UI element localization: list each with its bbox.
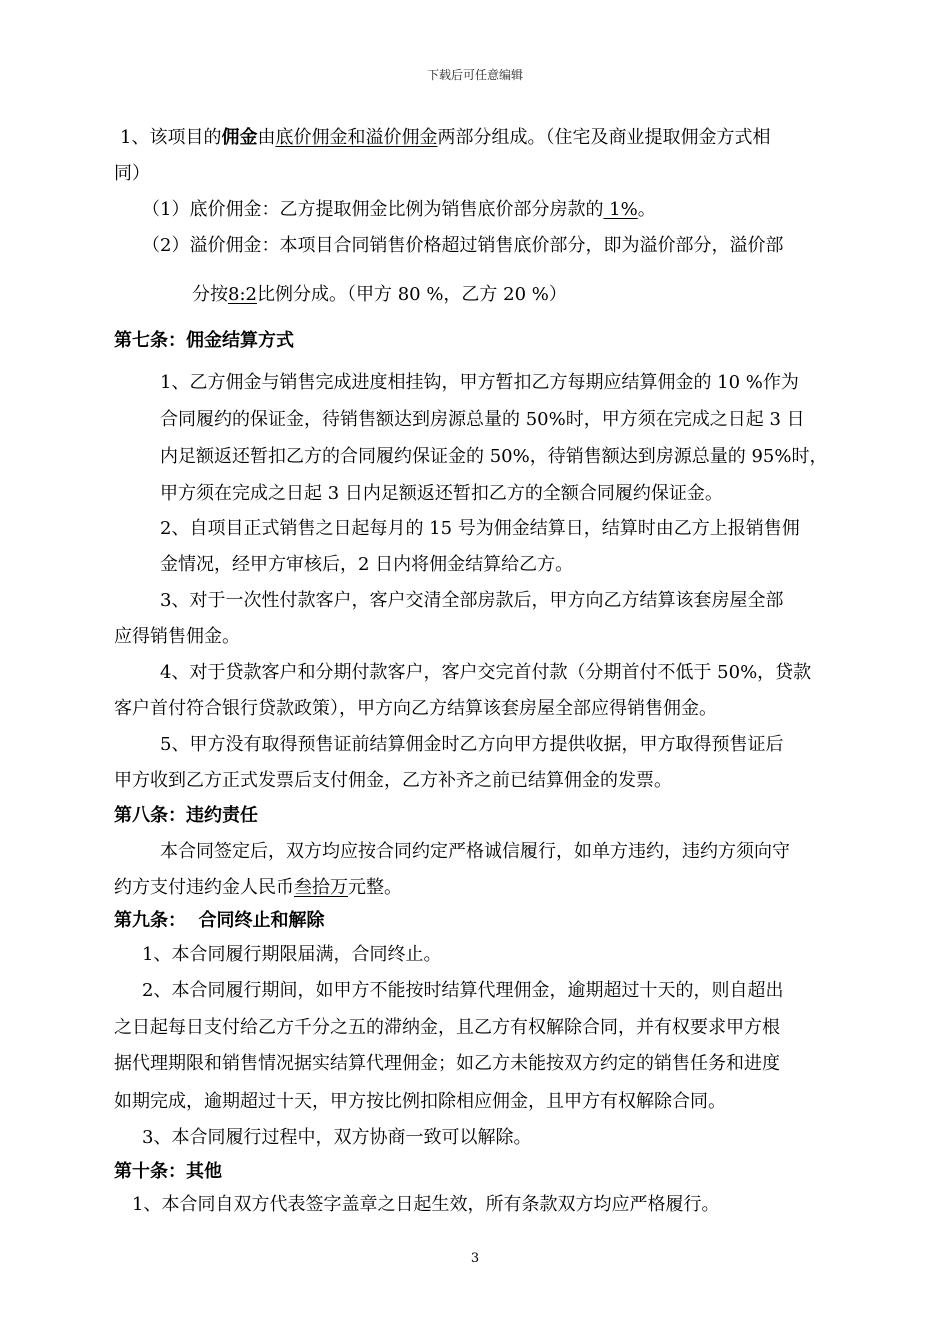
article-9-item-2-line: 如期完成，逾期超过十天，甲方按比例扣除相应佣金，且甲方有权解除合同。	[114, 1091, 726, 1112]
page-header: 下载后可任意编辑	[426, 68, 523, 82]
item-1-line-1	[120, 126, 770, 150]
article-7-item-1-line: 1、乙方佣金与销售完成进度相挂钩，甲方暂扣乙方每期应结算佣金的 10 %作为	[160, 372, 799, 393]
text: 。	[637, 199, 656, 220]
text: 1、该项目的	[120, 127, 222, 148]
article-10-title: 第十条：其他	[114, 1161, 222, 1182]
text: （1）底价佣金：乙方提取佣金比例为销售底价部分房款的	[142, 199, 604, 220]
bold-text: 佣金	[221, 127, 258, 148]
article-9-item-3: 3、本合同履行过程中，双方协商一致可以解除。	[142, 1127, 532, 1148]
article-7-item-5-line: 5、甲方没有取得预售证前结算佣金时乙方向甲方提供收据，甲方取得预售证后	[160, 734, 784, 755]
item-1-2-line-2	[192, 283, 567, 307]
article-7-item-4-line: 客户首付符合银行贷款政策），甲方向乙方结算该套房屋全部应得销售佣金。	[114, 698, 717, 719]
article-7-item-5-line: 甲方收到乙方正式发票后支付佣金，乙方补齐之前已结算佣金的发票。	[114, 770, 672, 791]
item-1-2-line-1: （2）溢价佣金：本项目合同销售价格超过销售底价部分，即为溢价部分，溢价部	[142, 235, 784, 256]
item-1-1	[142, 198, 656, 222]
text: 由	[257, 127, 276, 148]
text: 分按	[192, 284, 228, 305]
article-9-item-2-line: 之日起每日支付给乙方千分之五的滞纳金，且乙方有权解除合同，并有权要求甲方根	[114, 1017, 780, 1038]
item-1-line-2: 同）	[114, 163, 150, 184]
article-9-item-1: 1、本合同履行期限届满，合同终止。	[142, 944, 442, 965]
article-10-item-1: 1、本合同自双方代表签字盖章之日起生效，所有条款双方均应严格履行。	[132, 1194, 720, 1215]
article-8-line-1: 本合同签定后，双方均应按合同约定严格诚信履行，如单方违约，违约方须向守	[160, 841, 790, 862]
article-7-item-2-line: 2、自项目正式销售之日起每月的 15 号为佣金结算日，结算时由乙方上报销售佣	[160, 518, 800, 539]
text: 比例分成。（甲方 80 %，乙方 20 %）	[256, 284, 567, 305]
page-number: 3	[470, 1251, 480, 1266]
underlined-text: 8:2	[228, 284, 257, 305]
article-7-item-2-line: 金情况，经甲方审核后，2 日内将佣金结算给乙方。	[160, 554, 574, 575]
text: 两部分组成。（住宅及商业提取佣金方式相	[437, 127, 771, 148]
underlined-text: 叁拾万	[294, 877, 348, 898]
article-7-title: 第七条：佣金结算方式	[114, 330, 294, 351]
text: 约方支付违约金人民币	[114, 877, 294, 898]
article-9-item-2-line: 据代理期限和销售情况据实结算代理佣金；如乙方未能按双方约定的销售任务和进度	[114, 1053, 780, 1074]
article-8-line-2	[114, 876, 402, 900]
article-7-item-3-line: 3、对于一次性付款客户，客户交清全部房款后，甲方向乙方结算该套房屋全部	[160, 590, 784, 611]
article-7-item-4-line: 4、对于贷款客户和分期付款客户，客户交完首付款（分期首付不低于 50%，贷款	[160, 662, 812, 683]
article-9-title: 第九条： 合同终止和解除	[114, 910, 325, 931]
text: 元整。	[348, 877, 402, 898]
underlined-text: 1%	[603, 199, 638, 220]
article-7-item-1-line: 合同履约的保证金，待销售额达到房源总量的 50%时，甲方须在完成之日起 3 日	[160, 409, 805, 430]
article-8-title: 第八条：违约责任	[114, 805, 258, 826]
underlined-text: 底价佣金和溢价佣金	[275, 127, 438, 148]
article-9-item-2-line: 2、本合同履行期间，如甲方不能按时结算代理佣金，逾期超过十天的，则自超出	[142, 980, 784, 1001]
article-7-item-3-line: 应得销售佣金。	[114, 626, 240, 647]
article-7-item-1-line: 内足额返还暂扣乙方的合同履约保证金的 50%，待销售额达到房源总量的 95%时，	[160, 446, 828, 467]
article-7-item-1-line: 甲方须在完成之日起 3 日内足额返还暂扣乙方的全额合同履约保证金。	[160, 483, 723, 504]
